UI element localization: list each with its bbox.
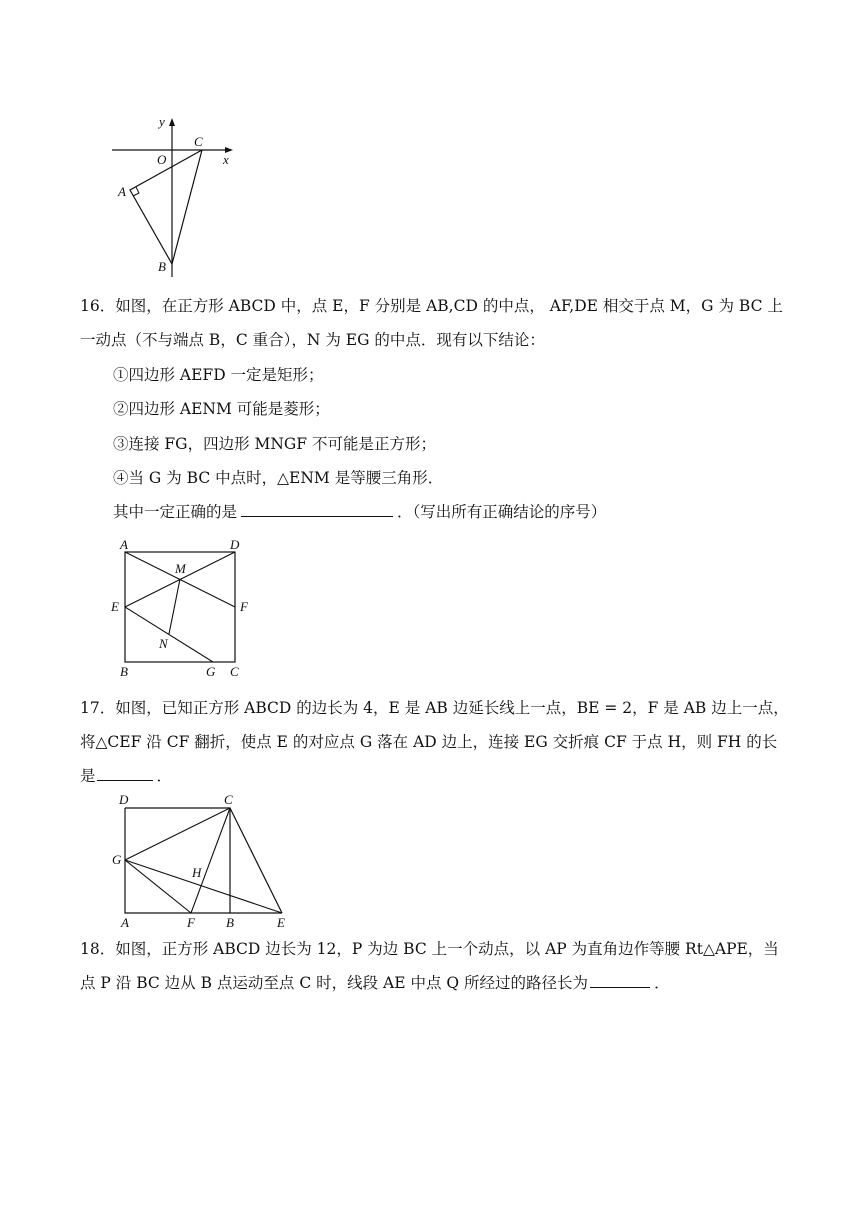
- q17-label-b: B: [226, 915, 234, 930]
- q17-label-h: H: [192, 865, 202, 880]
- q17-line-3: [80, 765, 172, 787]
- q16-option-4: ④当 G 为 BC 中点时，△ENM 是等腰三角形．: [113, 469, 444, 487]
- q17-text-3-tail: ．: [156, 767, 173, 785]
- q16-label-b: B: [120, 664, 128, 679]
- q16-label-g: G: [206, 664, 216, 679]
- q16-option-1: ①四边形 AEFD 一定是矩形；: [113, 366, 324, 384]
- q16-label-f: F: [240, 599, 248, 614]
- q16-label-d: D: [230, 537, 240, 552]
- q16-line-2: 一动点（不与端点 B，C 重合），N 为 EG 的中点．现有以下结论：: [80, 331, 545, 349]
- q16-line-1: [80, 295, 783, 317]
- q17-answer-blank[interactable]: [97, 766, 153, 781]
- point-label-a: A: [118, 184, 126, 199]
- q16-label-n: N: [159, 636, 168, 651]
- q16-number: 16．: [80, 297, 116, 315]
- q17-number: 17．: [80, 699, 116, 717]
- q16-label-m: M: [175, 561, 186, 576]
- q17-label-g: G: [112, 852, 122, 867]
- q18-line-1: [80, 938, 779, 960]
- axis-label-x: x: [223, 152, 229, 167]
- q17-label-e: E: [277, 915, 285, 930]
- q16-option-3: ③连接 FG，四边形 MNGF 不可能是正方形；: [113, 435, 436, 453]
- q17-label-c: C: [224, 792, 233, 807]
- q16-label-c: C: [230, 664, 239, 679]
- q16-text-1: 如图，在正方形 ABCD 中，点 E，F 分别是 AB,CD 的中点， AF,DE 相交于点 M，G 为 BC 上: [115, 297, 783, 315]
- q17-label-a: A: [121, 915, 129, 930]
- q16-label-e: E: [111, 599, 119, 614]
- q17-line-1: [80, 697, 789, 719]
- q16-square-figure: [108, 535, 258, 680]
- q16-label-a: A: [120, 537, 128, 552]
- q16-prompt: 其中一定正确的是: [113, 503, 238, 521]
- q18-line-2: [80, 972, 670, 994]
- q17-text-3: 是: [80, 767, 96, 785]
- q16-answer-line: [113, 501, 606, 523]
- q17-label-f: F: [187, 915, 195, 930]
- q17-fold-figure: [108, 790, 303, 930]
- q17-line-2: 将△CEF 沿 CF 翻折，使点 E 的对应点 G 落在 AD 边上，连接 EG 交折痕 CF 于点 H，则 FH 的长: [80, 733, 778, 751]
- point-label-c: C: [194, 134, 203, 149]
- q17-label-d: D: [119, 792, 129, 807]
- q18-text-1: 如图，正方形 ABCD 边长为 12，P 为边 BC 上一个动点，以 AP 为直角边作等腰 Rt△APE，当: [115, 940, 779, 958]
- q16-answer-blank[interactable]: [241, 502, 393, 517]
- q18-number: 18．: [80, 940, 116, 958]
- q16-option-2: ②四边形 AENM 可能是菱形；: [113, 400, 330, 418]
- axis-label-y: y: [159, 114, 165, 129]
- q16-prompt-tail: ．（写出所有正确结论的序号）: [397, 503, 607, 521]
- q18-text-2: 点 P 沿 BC 边从 B 点运动至点 C 时，线段 AE 中点 Q 所经过的路径长为: [80, 974, 589, 992]
- coordinate-figure: [105, 112, 245, 282]
- q18-answer-blank[interactable]: [590, 973, 650, 988]
- point-label-b: B: [158, 259, 166, 274]
- q17-text-1: 如图，已知正方形 ABCD 的边长为 4，E 是 AB 边延长线上一点，BE = 2，F 是 AB 边上一点，: [115, 699, 789, 717]
- q18-text-2-tail: ．: [654, 974, 670, 992]
- origin-label: O: [157, 152, 167, 167]
